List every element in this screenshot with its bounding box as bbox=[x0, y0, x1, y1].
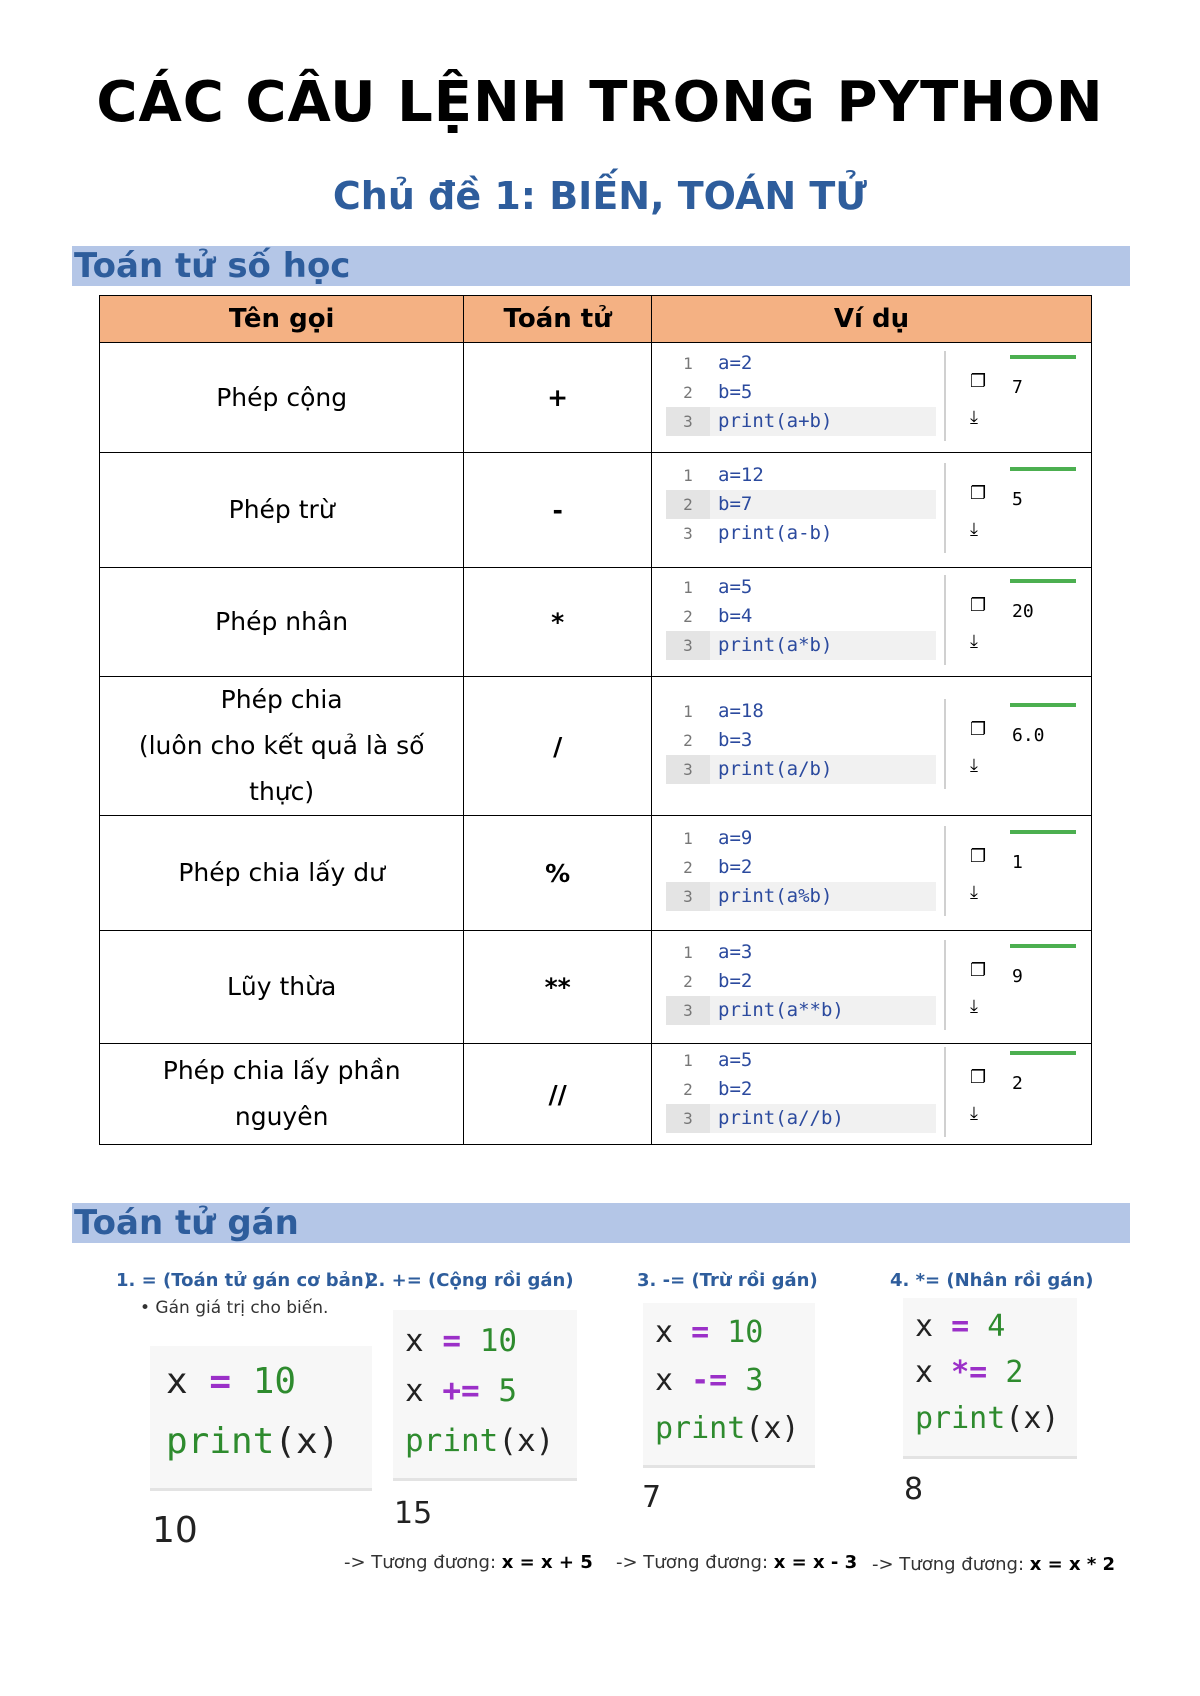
output-value: 2 bbox=[1012, 1073, 1023, 1094]
table-row bbox=[100, 343, 1092, 453]
line-number: 3 bbox=[683, 524, 693, 543]
assign-label-multiply: 4. *= (Nhân rồi gán) bbox=[890, 1270, 1094, 1291]
output-panel bbox=[944, 1047, 1074, 1137]
assign-output-1: 10 bbox=[152, 1510, 198, 1551]
assign-label-minus: 3. -= (Trừ rồi gán) bbox=[637, 1270, 818, 1291]
operator-name bbox=[100, 816, 464, 931]
operator-name bbox=[100, 343, 464, 453]
operator-name-line: (luôn cho kết quả là số bbox=[138, 731, 425, 760]
code-text: b=7 bbox=[710, 490, 936, 519]
code-line bbox=[666, 938, 936, 967]
operator-name-line: Lũy thừa bbox=[226, 972, 337, 1001]
assign-code-1: x = 10 print(x) bbox=[150, 1346, 372, 1491]
code-text: b=5 bbox=[718, 380, 753, 403]
code-line bbox=[666, 697, 936, 726]
line-number: 1 bbox=[683, 353, 693, 373]
code-text: print(a+b) bbox=[710, 407, 936, 436]
run-status-bar bbox=[1010, 830, 1076, 834]
code-line bbox=[666, 726, 936, 755]
download-icon[interactable]: ⤓ bbox=[970, 882, 978, 903]
assign-label-basic: 1. = (Toán tử gán cơ bản) bbox=[116, 1270, 372, 1291]
output-value: 9 bbox=[1012, 966, 1023, 987]
line-number: 2 bbox=[683, 858, 693, 877]
panel-divider bbox=[944, 575, 946, 665]
output-value: 20 bbox=[1012, 601, 1034, 622]
line-number: 1 bbox=[683, 943, 693, 962]
code-text: a=2 bbox=[718, 351, 753, 374]
table-row bbox=[100, 453, 1092, 568]
operator-symbol: + bbox=[464, 343, 652, 453]
copy-icon[interactable]: ❐ bbox=[970, 846, 987, 867]
line-number: 1 bbox=[683, 466, 693, 485]
operator-symbol: / bbox=[464, 677, 652, 816]
code-line bbox=[666, 853, 936, 882]
output-panel bbox=[944, 575, 1074, 665]
line-number: 3 bbox=[666, 631, 710, 660]
code-line bbox=[666, 461, 936, 490]
panel-divider bbox=[944, 463, 946, 553]
run-status-bar bbox=[1010, 944, 1076, 948]
code-text: print(a**b) bbox=[710, 996, 936, 1025]
operator-example bbox=[652, 816, 1092, 931]
code-line bbox=[666, 602, 936, 631]
table-row bbox=[100, 1044, 1092, 1145]
panel-divider bbox=[944, 699, 946, 789]
copy-icon[interactable]: ❐ bbox=[970, 483, 987, 504]
operator-name-line: Phép nhân bbox=[215, 607, 349, 636]
line-number: 2 bbox=[666, 490, 710, 519]
line-number: 2 bbox=[683, 607, 693, 626]
operator-example bbox=[652, 568, 1092, 677]
operator-name-line: Phép cộng bbox=[216, 382, 348, 412]
assign-code-3: x = 10 x -= 3 print(x) bbox=[643, 1303, 815, 1468]
operator-name bbox=[100, 568, 464, 677]
section-heading-arithmetic: Toán tử số học bbox=[72, 246, 1130, 286]
assign-equiv-2: -> Tương đương: x = x + 5 bbox=[344, 1552, 593, 1573]
assign-equiv-3: -> Tương đương: x = x - 3 bbox=[616, 1552, 858, 1573]
operator-name-line: Phép chia bbox=[220, 685, 343, 714]
assign-output-3: 7 bbox=[642, 1480, 662, 1515]
operator-example bbox=[652, 931, 1092, 1044]
line-number: 3 bbox=[666, 1104, 710, 1133]
code-editor[interactable] bbox=[666, 349, 936, 436]
line-number: 2 bbox=[683, 972, 693, 991]
assign-output-2: 15 bbox=[394, 1496, 433, 1531]
panel-divider bbox=[944, 826, 946, 916]
code-editor[interactable] bbox=[666, 938, 936, 1025]
assign-equiv-4: -> Tương đương: x = x * 2 bbox=[872, 1554, 1116, 1575]
code-text: print(a*b) bbox=[710, 631, 936, 660]
code-line bbox=[666, 407, 936, 436]
code-line bbox=[666, 967, 936, 996]
operator-name-line: Phép trừ bbox=[228, 495, 335, 524]
assign-bullet: • Gán giá trị cho biến. bbox=[140, 1298, 329, 1318]
code-editor[interactable] bbox=[666, 461, 936, 548]
run-status-bar bbox=[1010, 467, 1076, 471]
code-editor[interactable] bbox=[666, 697, 936, 784]
operator-symbol: - bbox=[464, 453, 652, 568]
output-value: 7 bbox=[1012, 376, 1023, 398]
operator-symbol: // bbox=[464, 1044, 652, 1145]
code-text: a=9 bbox=[718, 827, 753, 849]
download-icon[interactable]: ⤓ bbox=[970, 996, 978, 1017]
header-name: Tên gọi bbox=[100, 296, 464, 343]
code-line bbox=[666, 882, 936, 911]
operator-example bbox=[652, 343, 1092, 453]
page-title: CÁC CÂU LỆNH TRONG PYTHON bbox=[96, 70, 1104, 135]
output-value: 5 bbox=[1012, 489, 1023, 510]
arithmetic-operators-table bbox=[99, 295, 1092, 1145]
code-line bbox=[666, 519, 936, 548]
run-status-bar bbox=[1010, 355, 1076, 359]
code-text: a=12 bbox=[718, 464, 764, 486]
panel-divider bbox=[944, 351, 946, 441]
code-line bbox=[666, 1046, 936, 1075]
operator-name-line: Phép chia lấy phần bbox=[162, 1056, 401, 1085]
table-row bbox=[100, 677, 1092, 816]
copy-icon[interactable]: ❐ bbox=[970, 719, 987, 740]
run-status-bar bbox=[1010, 703, 1076, 707]
copy-icon[interactable]: ❐ bbox=[970, 1067, 987, 1088]
line-number: 2 bbox=[683, 382, 693, 402]
line-number: 3 bbox=[666, 407, 710, 436]
code-line bbox=[666, 755, 936, 784]
code-text: b=2 bbox=[718, 970, 753, 992]
code-line bbox=[666, 1075, 936, 1104]
code-text: b=2 bbox=[718, 856, 753, 878]
operator-name-line: nguyên bbox=[234, 1102, 329, 1131]
code-text: a=5 bbox=[718, 1049, 753, 1071]
operator-symbol: ** bbox=[464, 931, 652, 1044]
download-icon[interactable]: ⤓ bbox=[970, 406, 978, 428]
code-editor[interactable] bbox=[666, 1046, 936, 1133]
code-text: a=18 bbox=[718, 700, 764, 722]
code-text: b=2 bbox=[718, 1078, 753, 1100]
output-value: 6.0 bbox=[1012, 725, 1045, 746]
section-heading-assignment: Toán tử gán bbox=[72, 1203, 1130, 1243]
operator-name bbox=[100, 453, 464, 568]
code-text: a=5 bbox=[718, 576, 753, 598]
operator-symbol: % bbox=[464, 816, 652, 931]
run-status-bar bbox=[1010, 1051, 1076, 1055]
operator-name-line: Phép chia lấy dư bbox=[178, 858, 385, 887]
line-number: 1 bbox=[683, 829, 693, 848]
code-line bbox=[666, 573, 936, 602]
code-line bbox=[666, 631, 936, 660]
assign-code-4: x = 4 x *= 2 print(x) bbox=[903, 1298, 1077, 1459]
code-editor[interactable] bbox=[666, 573, 936, 660]
assign-label-plus: 2. += (Cộng rồi gán) bbox=[366, 1270, 574, 1291]
copy-icon[interactable]: ❐ bbox=[970, 960, 987, 981]
code-text: print(a%b) bbox=[710, 882, 936, 911]
panel-divider bbox=[944, 940, 946, 1030]
operator-example bbox=[652, 1044, 1092, 1145]
code-text: a=3 bbox=[718, 941, 753, 963]
output-value: 1 bbox=[1012, 852, 1023, 873]
panel-divider bbox=[944, 1047, 946, 1137]
operator-name bbox=[100, 931, 464, 1044]
output-panel bbox=[944, 940, 1074, 1030]
assign-output-4: 8 bbox=[904, 1472, 924, 1507]
output-panel bbox=[944, 463, 1074, 553]
code-text: print(a//b) bbox=[710, 1104, 936, 1133]
line-number: 1 bbox=[683, 578, 693, 597]
code-line bbox=[666, 996, 936, 1025]
output-panel bbox=[944, 351, 1074, 441]
run-status-bar bbox=[1010, 579, 1076, 583]
download-icon[interactable]: ⤓ bbox=[970, 631, 978, 652]
operator-name bbox=[100, 1044, 464, 1145]
page-subtitle: Chủ đề 1: BIẾN, TOÁN TỬ bbox=[332, 174, 868, 218]
operator-example bbox=[652, 453, 1092, 568]
operator-name-line: thực) bbox=[249, 777, 315, 806]
operator-symbol: * bbox=[464, 568, 652, 677]
table-row bbox=[100, 931, 1092, 1044]
code-text: b=3 bbox=[718, 729, 753, 751]
code-text: print(a-b) bbox=[718, 522, 833, 544]
code-line bbox=[666, 349, 936, 378]
line-number: 2 bbox=[683, 731, 693, 750]
line-number: 3 bbox=[666, 996, 710, 1025]
download-icon[interactable]: ⤓ bbox=[970, 519, 978, 540]
operator-example bbox=[652, 677, 1092, 816]
header-example: Ví dụ bbox=[652, 296, 1092, 343]
code-editor[interactable] bbox=[666, 824, 936, 911]
line-number: 1 bbox=[683, 702, 693, 721]
operator-name bbox=[100, 677, 464, 816]
copy-icon[interactable]: ❐ bbox=[970, 370, 987, 392]
output-panel bbox=[944, 699, 1074, 789]
assign-code-2: x = 10 x += 5 print(x) bbox=[393, 1310, 577, 1481]
code-line bbox=[666, 1104, 936, 1133]
table-row bbox=[100, 568, 1092, 677]
code-line bbox=[666, 378, 936, 407]
line-number: 2 bbox=[683, 1080, 693, 1099]
header-operator: Toán tử bbox=[464, 296, 652, 343]
line-number: 3 bbox=[666, 882, 710, 911]
code-line bbox=[666, 824, 936, 853]
download-icon[interactable]: ⤓ bbox=[970, 755, 978, 776]
copy-icon[interactable]: ❐ bbox=[970, 595, 987, 616]
table-row bbox=[100, 816, 1092, 931]
output-panel bbox=[944, 826, 1074, 916]
code-text: b=4 bbox=[718, 605, 753, 627]
code-line bbox=[666, 490, 936, 519]
line-number: 1 bbox=[683, 1051, 693, 1070]
download-icon[interactable]: ⤓ bbox=[970, 1103, 978, 1124]
line-number: 3 bbox=[666, 755, 710, 784]
code-text: print(a/b) bbox=[710, 755, 936, 784]
